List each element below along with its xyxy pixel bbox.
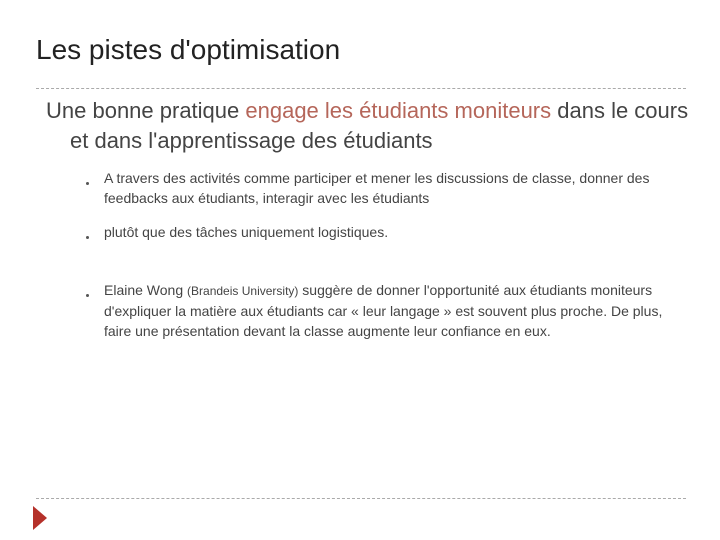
bullet-name: Elaine Wong xyxy=(104,282,184,298)
lead-rest: dans le cours et dans l'apprentissage des étudiants xyxy=(70,98,689,153)
lead-statement xyxy=(46,96,710,156)
bullet-list xyxy=(86,168,676,341)
slide-title: Les pistes d'optimisation xyxy=(36,34,341,65)
triangle-right-icon[interactable] xyxy=(33,506,47,530)
bottom-divider xyxy=(36,498,686,499)
bullet-item xyxy=(86,168,676,208)
bullet-item xyxy=(86,280,676,341)
lead-accent: engage les étudiants moniteurs xyxy=(245,98,552,123)
bullet-text: suggère de donner l'opportunité aux étudiants moniteurs d'expliquer la matière aux étudiants car « leur langage » est souvent plus proche. De plus, faire une présentation devant la classe augmente leur confiance en eux. xyxy=(104,282,663,339)
bullet-item xyxy=(86,222,676,242)
lead-plain: Une bonne pratique xyxy=(46,98,246,123)
bullet-affiliation: (Brandeis University) xyxy=(187,284,299,298)
top-divider xyxy=(36,88,686,89)
bullet-text: A travers des activités comme participer et mener les discussions de classe, donner des feedbacks aux étudiants, interagir avec les étudiants xyxy=(104,170,650,206)
bullet-text: plutôt que des tâches uniquement logistiques. xyxy=(104,224,389,240)
